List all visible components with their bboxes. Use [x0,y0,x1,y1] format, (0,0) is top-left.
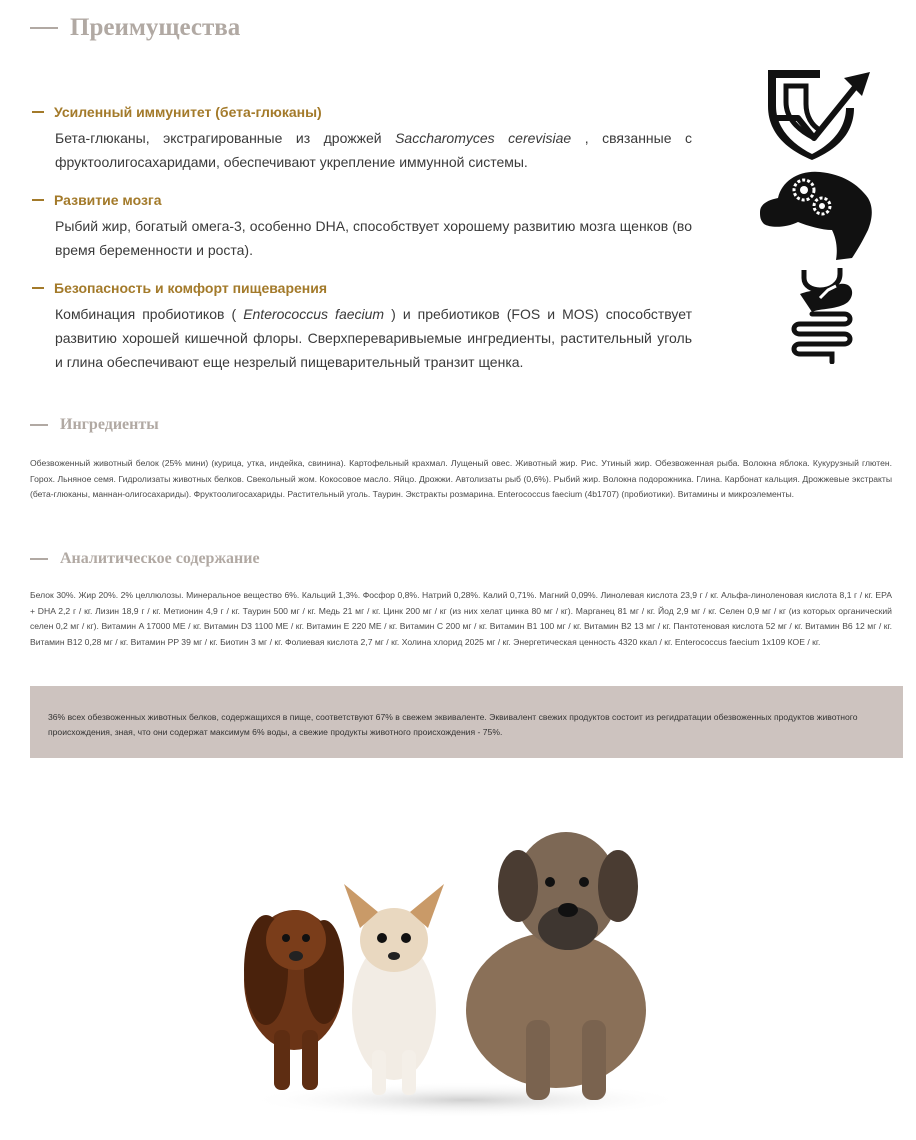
spaniel-dog [244,910,344,1090]
benefit-immunity-heading: Усиленный иммунитет (бета-глюканы) [54,104,322,120]
note-box [30,686,903,758]
benefit-immunity-text: Бета-глюканы, экстрагированные из дрожжей Saccharomyces cerevisiae , связанные с фруктоолигосахаридами, обеспечивают укрепление иммунной системы. [55,130,693,170]
benefit-digestion-heading: Безопасность и комфорт пищеварения [54,280,328,296]
benefit-digestion [32,280,692,374]
dog-head-gears-icon [756,164,874,262]
title-dash [30,27,58,29]
benefit-brain-text: Рыбий жир, богатый омега-3, особенно DHA, способствует хорошему развитию мозга щенков (во время беременности и роста). [55,218,692,258]
benefit-heading [32,104,692,120]
benefit-heading [32,280,692,296]
shield-growth-icon [758,58,873,162]
analytical-title [30,550,260,568]
benefit-brain-heading: Развитие мозга [54,192,162,208]
benefits-title [30,14,240,42]
cane-corso-dog [466,832,646,1100]
note-text: 36% всех обезвоженных животных белков, содержащихся в пище, соответствуют 67% в свежем эквиваленте. Эквивалент свежих продуктов состоит из регидратации обезвоженных продуктов животного происхождения, зная, что они содержат максимум 6% воды, а свежие продукты животного происхождения - 75%. [48,712,858,737]
analytical-title-text: Аналитическое содержание [60,550,260,567]
stomach-intestine-icon [782,264,862,364]
ingredients-title-text: Ингредиенты [60,416,159,433]
benefit-immunity [32,104,692,174]
ingredients-title [30,416,159,434]
puppies-photo [226,800,696,1120]
chihuahua-dog [344,884,444,1095]
analytical-text: Белок 30%. Жир 20%. 2% целлюлозы. Минеральное вещество 6%. Кальций 1,3%. Фосфор 0,8%. Натрий 0,28%. Калий 0,71%. Магний 0,09%. Линолевая кислота 23,9 г / кг. Альфа-линоленовая кислота 8,1 г / кг. EPA + DHA 2,2 г / кг. Лизин 18,9 г / кг. Метионин 4,9 г / кг. Таурин 500 мг / кг. Медь 21 мг / кг. Цинк 200 мг / кг (из них хелат цинка 80 мг / кг). Марганец 81 мг / кг. Йод 2,9 мг / кг. Селен 0,9 мг / кг (из которых органический селен 0,2 мг / кг). Витамин A 17000 МЕ / кг. Витамин D3 1100 МЕ / кг. Витамин E 220 МЕ / кг. Витамин C 200 мг / кг. Витамин B1 100 мг / кг. Витамин B2 13 мг / кг. Пантотеновая кислота 52 мг / кг. Витамин B6 12 мг / кг. Витамин B12 0,28 мг / кг. Витамин PP 39 мг / кг. Биотин 3 мг / кг. Фолиевая кислота 2,7 мг / кг. Холина хлорид 2025 мг / кг. Энергетическая ценность 4320 ккал / кг. Enterococcus faecium 1x109 КОЕ / кг. [30,590,892,647]
ingredients-text: Обезвоженный животный белок (25% мини) (курица, утка, индейка, свинина). Картофельный крахмал. Лущеный овес. Животный жир. Рис. Утиный жир. Обезвоженная рыба. Волокна яблока. Кукурузный глютен. Горох. Льняное семя. Гидролизаты животных белков. Свекольный жом. Кокосовое масло. Яйцо. Дрожжи. Автолизаты рыб (0,6%). Рыбий жир. Волокна подорожника. Глина. Карбонат кальция. Дрожжевые экстракты (бета-глюканы, маннан-олигосахариды). Фруктоолигосахариды. Растительный уголь. Таурин. Экстракты розмарина. Enterococcus faecium (4b1707) (пробиотики). Витамины и микроэлементы. [30,458,892,499]
benefit-digestion-text: Комбинация пробиотиков ( Enterococcus faecium ) и пребиотиков (FOS и MOS) способствует развитию хорошей кишечной флоры. Сверхпереваривыемые ингредиенты, растительный уголь и глина обеспечивают еще незрелый пищеварительный транзит щенка. [55,306,692,370]
benefit-heading [32,192,692,208]
benefits-title-text: Преимущества [70,14,241,41]
benefit-brain [32,192,692,262]
